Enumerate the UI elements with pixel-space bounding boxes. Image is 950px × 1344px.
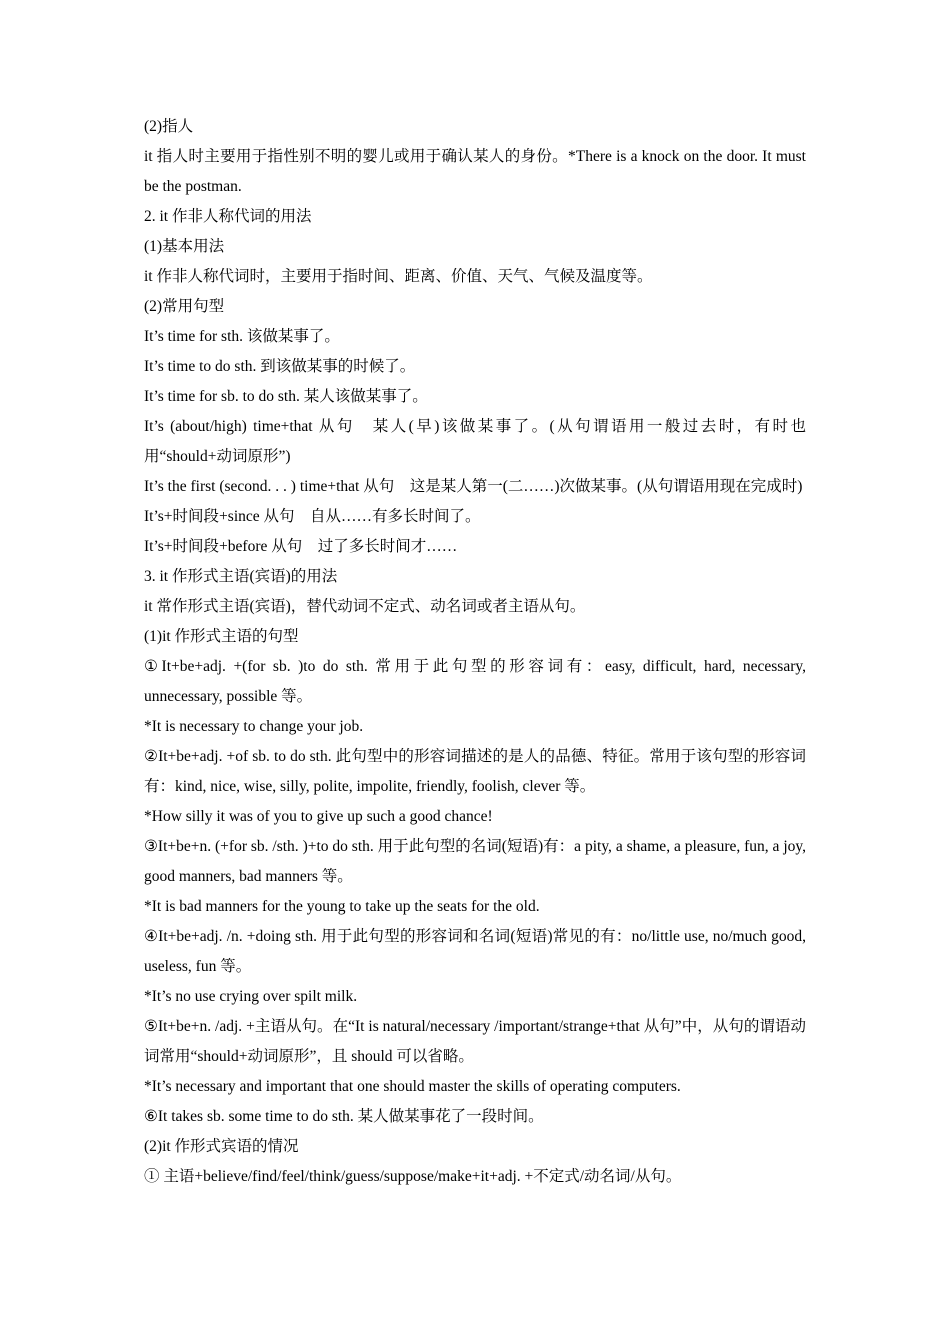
rule-line: ① 主语+believe/find/feel/think/guess/suppose/make+it+adj. +不定式/动名词/从句。 — [144, 1168, 682, 1185]
subsection-heading: (1)it 作形式主语的句型 — [144, 628, 299, 645]
pattern-line: It’s time for sb. to do sth. 某人该做某事了。 — [144, 388, 428, 405]
example-sentence: *It is necessary to change your job. — [144, 718, 364, 735]
pattern-line: It’s time to do sth. 到该做某事的时候了。 — [144, 358, 416, 375]
pattern-line: It’s+时间段+before 从句 过了多长时间才…… — [144, 538, 458, 555]
text-line: (2)指人 — [144, 118, 194, 135]
example-sentence: *It is bad manners for the young to take up the seats for the old. — [144, 898, 540, 915]
pattern-paragraph: It’s the first (second. . . ) time+that 从句 这是某人第一(二……)次做某事。(从句谓语用现在完成时) — [144, 478, 803, 495]
rule-paragraph: ⑤It+be+n. /adj. +主语从句。在“It is natural/necessary /important/strange+that 从句”中，从句的谓语动词常用“should+动词原形”，且 should 可以省略。 — [144, 1018, 806, 1065]
text-line: it 常作形式主语(宾语)，替代动词不定式、动名词或者主语从句。 — [144, 598, 586, 615]
section-heading: 2. it 作非人称代词的用法 — [144, 208, 312, 225]
example-sentence: *How silly it was of you to give up such a good chance! — [144, 808, 493, 825]
pattern-line: It’s time for sth. 该做某事了。 — [144, 328, 340, 345]
text-paragraph: it 指人时主要用于指性别不明的婴儿或用于确认某人的身份。*There is a knock on the door. It must be the postman. — [144, 148, 806, 195]
subsection-heading: (1)基本用法 — [144, 238, 225, 255]
rule-paragraph: ①It+be+adj. +(for sb. )to do sth. 常用于此句型的形容词有：easy, difficult, hard, necessary, unnecessary, possible 等。 — [144, 658, 806, 705]
example-sentence: *It’s no use crying over spilt milk. — [144, 988, 358, 1005]
document-page — [144, 112, 806, 1192]
example-sentence: *It’s necessary and important that one should master the skills of operating computers. — [144, 1078, 681, 1095]
rule-line: ⑥It takes sb. some time to do sth. 某人做某事花了一段时间。 — [144, 1108, 544, 1125]
subsection-heading: (2)it 作形式宾语的情况 — [144, 1138, 299, 1155]
subsection-heading: (2)常用句型 — [144, 298, 225, 315]
rule-paragraph: ②It+be+adj. +of sb. to do sth. 此句型中的形容词描述的是人的品德、特征。常用于该句型的形容词有：kind, nice, wise, silly, polite, impolite, friendly, foolish, clever 等。 — [144, 748, 806, 795]
pattern-line: It’s+时间段+since 从句 自从……有多长时间了。 — [144, 508, 481, 525]
text-line: it 作非人称代词时，主要用于指时间、距离、价值、天气、气候及温度等。 — [144, 268, 653, 285]
rule-paragraph: ③It+be+n. (+for sb. /sth. )+to do sth. 用于此句型的名词(短语)有：a pity, a shame, a pleasure, fun, a joy, good manners, bad manners 等。 — [144, 838, 806, 885]
pattern-paragraph: It’s (about/high) time+that 从句 某人(早)该做某事了。(从句谓语用一般过去时，有时也用“should+动词原形”) — [144, 418, 806, 465]
section-heading: 3. it 作形式主语(宾语)的用法 — [144, 568, 338, 585]
rule-paragraph: ④It+be+adj. /n. +doing sth. 用于此句型的形容词和名词(短语)常见的有：no/little use, no/much good, useless, fun 等。 — [144, 928, 806, 975]
